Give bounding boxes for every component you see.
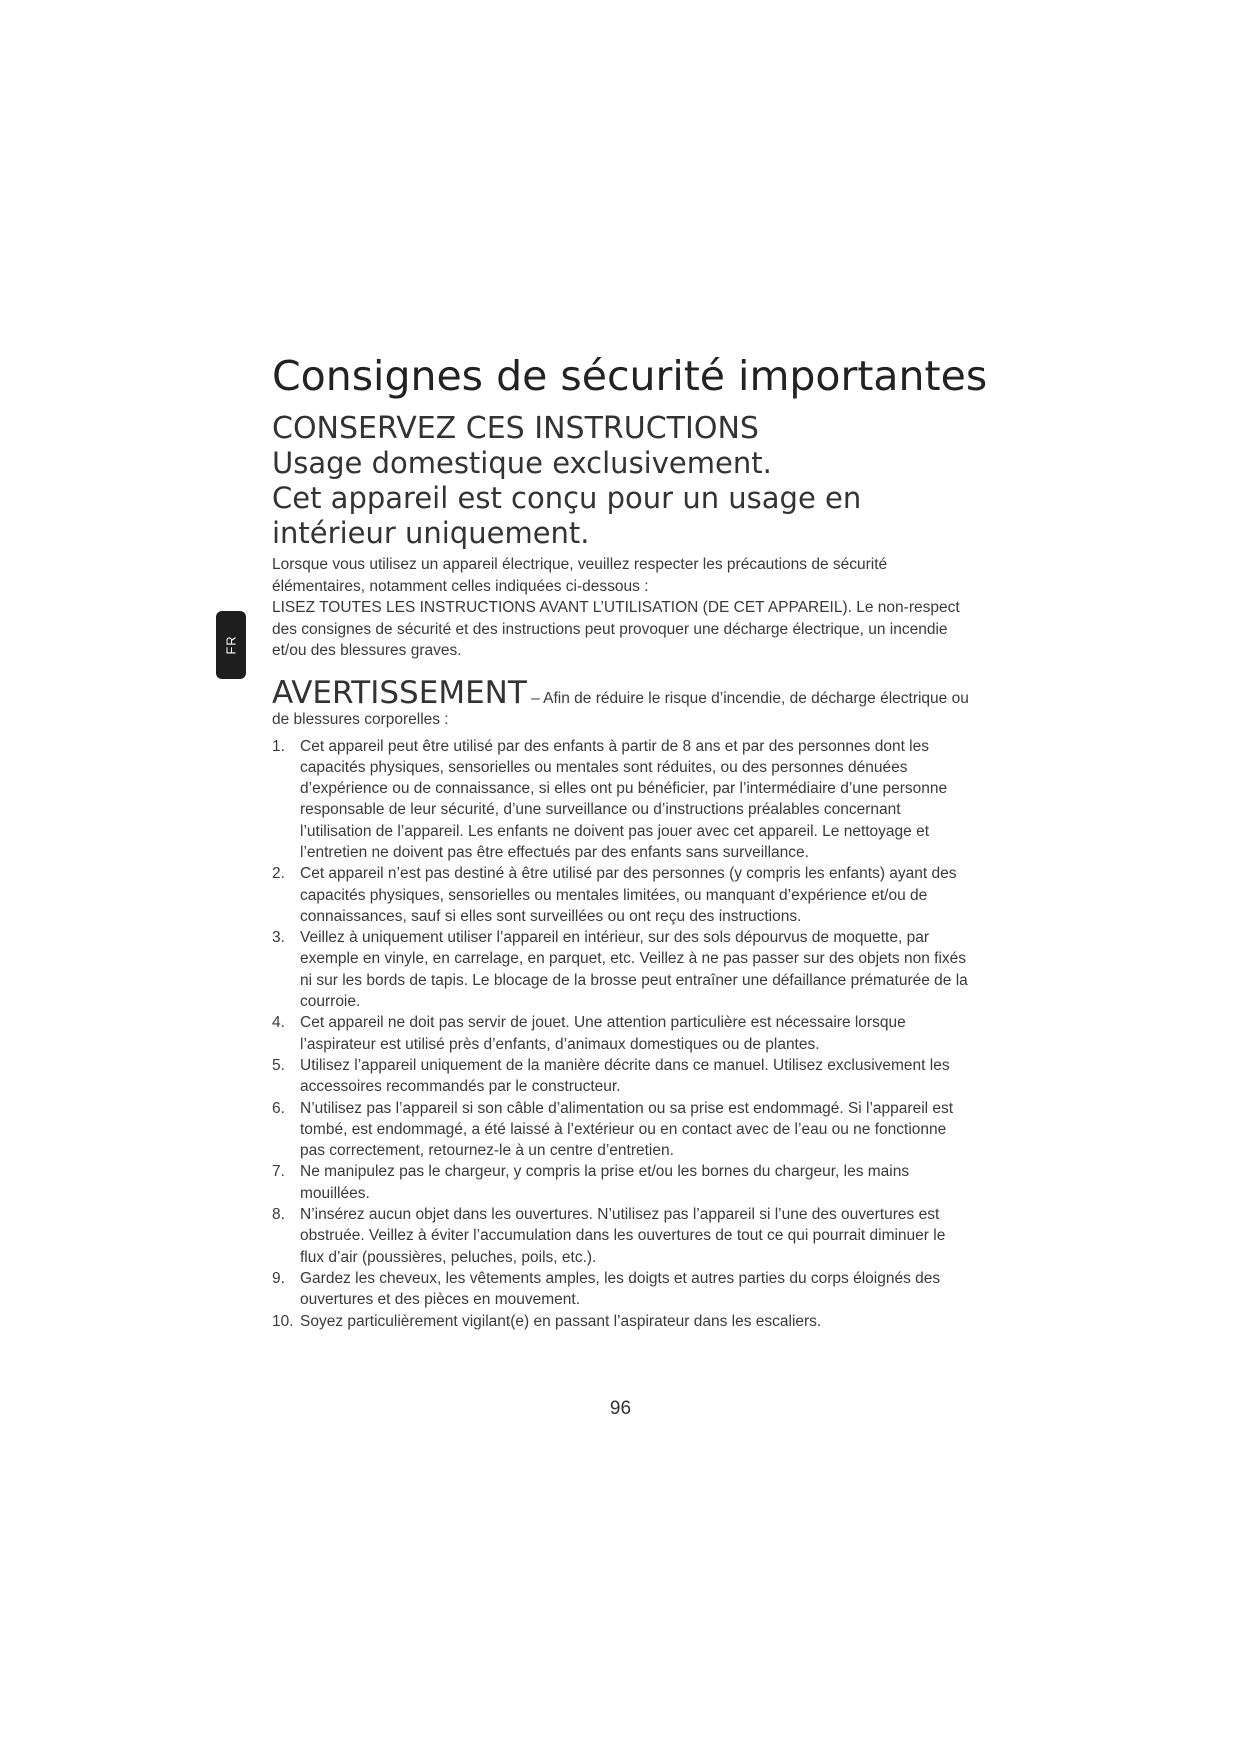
- list-item-number: 5.: [272, 1056, 285, 1074]
- list-item: [272, 863, 972, 927]
- list-item-number: 1.: [272, 737, 285, 755]
- list-item-text: Soyez particulièrement vigilant(e) en passant l’aspirateur dans les escaliers.: [300, 1312, 822, 1330]
- list-item-text: Gardez les cheveux, les vêtements amples, les doigts et autres parties du corps éloignés des ouvertures et des pièces en mouvement.: [300, 1269, 941, 1309]
- keep-instructions-heading: CONSERVEZ CES INSTRUCTIONS: [272, 411, 759, 446]
- list-item-number: 8.: [272, 1206, 285, 1224]
- warning-text: – Afin de réduire le risque d’incendie, de décharge électrique ou de blessures corporelles :: [272, 689, 969, 728]
- safety-list: [272, 736, 972, 1332]
- list-item-text: Cet appareil peut être utilisé par des enfants à partir de 8 ans et par des personnes dont les capacités physiques, sensorielles ou mentales sont réduites, ou des personnes dénuées d’expérience ou de connaissance, si elles ont pu bénéficier, par l’intermédiaire d’une personne responsable de leur sécurité, d’une surveillance ou d’instructions préalables concernant l’utilisation de l’appareil. Les enfants ne doivent pas jouer avec cet appareil. Le nettoyage et l’entretien ne doivent pas être effectués par des enfants sans surveillance.: [300, 737, 948, 861]
- language-tab: [216, 611, 246, 679]
- list-item: [272, 736, 972, 864]
- list-item-text: N’insérez aucun objet dans les ouvertures. N’utilisez pas l’appareil si l’une des ouvertures est obstruée. Veillez à éviter l’accumulation dans les ouvertures de tout ce qui pourrait diminuer le flux d’air (poussières, peluches, poils, etc.).: [300, 1206, 946, 1266]
- list-item: [272, 1055, 972, 1098]
- list-item-number: 4.: [272, 1014, 285, 1032]
- list-item-text: Ne manipulez pas le chargeur, y compris la prise et/ou les bornes du chargeur, les mains mouillées.: [300, 1163, 910, 1202]
- read-all-text: LISEZ TOUTES LES INSTRUCTIONS AVANT L’UTILISATION (DE CET APPAREIL). Le non-respect des consignes de sécurité et des instructions peut provoquer une décharge électrique, un incendie et/ou des blessures graves.: [272, 599, 960, 659]
- list-item: [272, 1204, 972, 1268]
- precautions-paragraph: [272, 554, 972, 662]
- page-title: Consignes de sécurité importantes: [272, 352, 988, 400]
- list-item-number: 2.: [272, 865, 285, 883]
- list-item: [272, 1161, 972, 1204]
- list-item-number: 6.: [272, 1099, 285, 1117]
- precautions-text: Lorsque vous utilisez un appareil électrique, veuillez respecter les précautions de sécurité élémentaires, notamment celles indiquées ci-dessous :: [272, 556, 888, 595]
- list-item: [272, 1098, 972, 1162]
- list-item-number: 7.: [272, 1163, 285, 1181]
- list-item: [272, 1311, 972, 1332]
- warning-block: [272, 674, 972, 730]
- document-page: [272, 348, 988, 1332]
- list-item: [272, 1268, 972, 1311]
- list-item-text: N’utilisez pas l’appareil si son câble d’alimentation ou sa prise est endommagé. Si l’appareil est tombé, est endommagé, a été laissé à l’extérieur ou en contact avec de l’eau ou ne fonctionne pas correctement, retournez-le à un centre d’entretien.: [300, 1099, 954, 1160]
- list-item-text: Cet appareil ne doit pas servir de jouet. Une attention particulière est nécessaire lorsque l’aspirateur est utilisé près d’enfants, d’animaux domestiques ou de plantes.: [300, 1014, 906, 1053]
- page-number: 96: [609, 1398, 632, 1419]
- list-item-number: 10.: [272, 1312, 294, 1330]
- warning-title: AVERTISSEMENT: [272, 674, 527, 711]
- indoor-use-line: Cet appareil est conçu pour un usage en intérieur uniquement.: [272, 481, 862, 550]
- list-item-text: Veillez à uniquement utiliser l’appareil en intérieur, sur des sols dépourvus de moquette, par exemple en vinyle, en carrelage, en parquet, etc. Veillez à ne pas passer sur des objets non fixés ni sur les bords de tapis. Le blocage de la brosse peut entraîner une défaillance prématurée de la courroie.: [300, 929, 968, 1011]
- list-item: [272, 927, 972, 1012]
- language-tab-label: FR: [223, 635, 239, 655]
- list-item-text: Cet appareil n’est pas destiné à être utilisé par des personnes (y compris les enfants) ayant des capacités physiques, sensorielles ou mentales limitées, ou manquant d’expérience et/ou de connaissances, sauf si elles sont surveillées ou ont reçu des instructions.: [300, 865, 957, 925]
- list-item-text: Utilisez l’appareil uniquement de la manière décrite dans ce manuel. Utilisez exclusivement les accessoires recommandés par le constructeur.: [300, 1056, 950, 1096]
- list-item: [272, 1012, 972, 1055]
- list-item-number: 9.: [272, 1269, 285, 1287]
- domestic-use-line: Usage domestique exclusivement.: [272, 446, 772, 480]
- list-item-number: 3.: [272, 929, 285, 947]
